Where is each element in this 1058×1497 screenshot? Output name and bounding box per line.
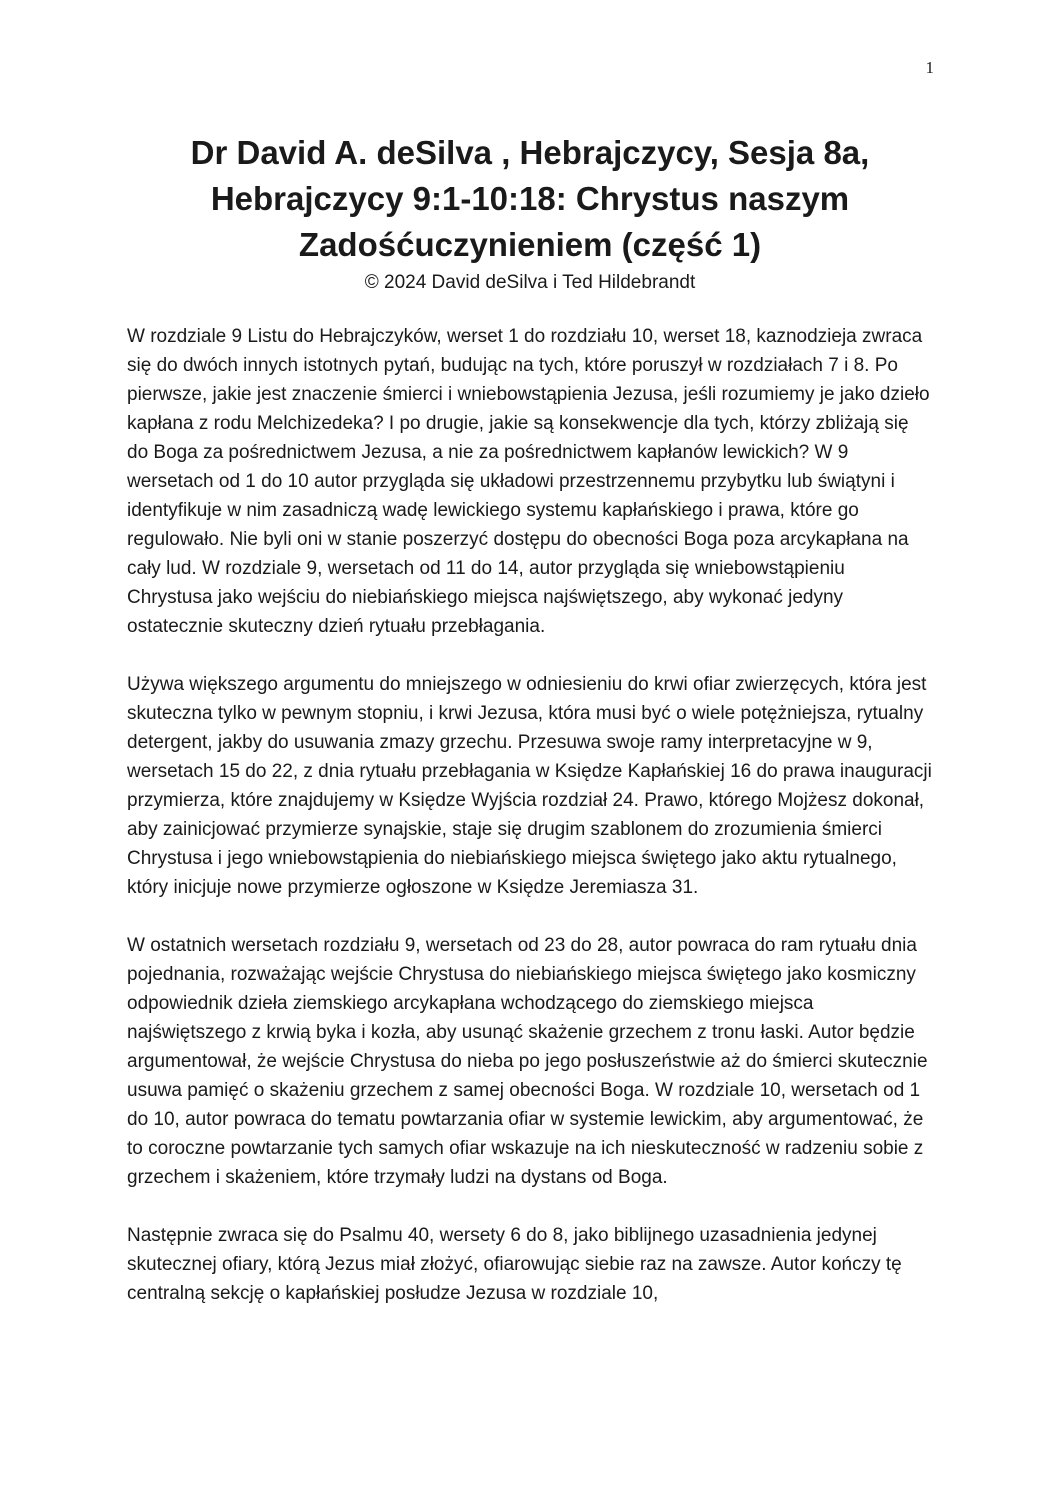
paragraph-3: W ostatnich wersetach rozdziału 9, wersetach od 23 do 28, autor powraca do ram rytuału dnia pojednania, rozważając wejście Chrystusa do niebiańskiego miejsca świętego jako kosmiczny odpowiednik dzieła ziemskiego arcykapłana wchodzącego do ziemskiego miejsca najświętszego z krwią byka i kozła, aby usunąć skażenie grzechem z tronu łaski. Autor będzie argumentował, że wejście Chrystusa do nieba po jego posłuszeństwie aż do śmierci skutecznie usuwa pamięć o skażeniu grzechem z samej obecności Boga. W rozdziale 10, wersetach od 1 do 10, autor powraca do tematu powtarzania ofiar w systemie lewickim, aby argumentować, że to coroczne powtarzanie tych samych ofiar wskazuje na ich nieskuteczność w radzeniu sobie z grzechem i skażeniem, które trzymały ludzi na dystans od Boga. [127,935,928,1188]
document-body [127,322,933,1308]
page-number: 1 [925,58,934,77]
paragraph-4: Następnie zwraca się do Psalmu 40, wersety 6 do 8, jako biblijnego uzasadnienia jedynej skutecznej ofiary, którą Jezus miał złożyć, ofiarowując siebie raz na zawsze. Autor kończy tę centralną sekcję o kapłańskiej posłudze Jezusa w rozdziale 10, [127,1225,902,1304]
paragraph-1: W rozdziale 9 Listu do Hebrajczyków, werset 1 do rozdziału 10, werset 18, kaznodzieja zwraca się do dwóch innych istotnych pytań, budując na tych, które poruszył w rozdziałach 7 i 8. Po pierwsze, jakie jest znaczenie śmierci i wniebowstąpienia Jezusa, jeśli rozumiemy je jako dzieło kapłana z rodu Melchizedeka? I po drugie, jakie są konsekwencje dla tych, którzy zbliżają się do Boga za pośrednictwem Jezusa, a nie za pośrednictwem kapłanów lewickich? W 9 wersetach od 1 do 10 autor przygląda się układowi przestrzennemu przybytku lub świątyni i identyfikuje w nim zasadniczą wadę lewickiego systemu kapłańskiego i prawa, które go regulowało. Nie byli oni w stanie poszerzyć dostępu do obecności Boga poza arcykapłana na cały lud. W rozdziale 9, wersetach od 11 do 14, autor przygląda się wniebowstąpieniu Chrystusa jako wejściu do niebiańskiego miejsca najświętszego, aby wykonać jedyny ostatecznie skuteczny dzień rytuału przebłagania. [127,326,930,637]
title-line-3: Zadośćuczynieniem (część 1) [298,226,762,263]
paragraph-2: Używa większego argumentu do mniejszego w odniesieniu do krwi ofiar zwierzęcych, która jest skuteczna tylko w pewnym stopniu, i krwi Jezusa, która musi być o wiele potężniejsza, rytualny detergent, jakby do usuwania zmazy grzechu. Przesuwa swoje ramy interpretacyjne w 9, wersetach 15 do 22, z dnia rytuału przebłagania w Księdze Kapłańskiej 16 do prawa inauguracji przymierza, które znajdujemy w Księdze Wyjścia rozdział 24. Prawo, którego Mojżesz dokonał, aby zainicjować przymierze synajskie, staje się drugim szablonem do zrozumienia śmierci Chrystusa i jego wniebowstąpienia do niebiańskiego miejsca świętego jako aktu rytualnego, który inicjuje nowe przymierze ogłoszone w Księdze Jeremiasza 31. [127,674,932,898]
copyright-line: © 2024 David deSilva i Ted Hildebrandt [364,272,696,293]
title-line-2: Hebrajczycy 9:1-10:18: Chrystus naszym [210,180,850,217]
title-line-1: Dr David A. deSilva , Hebrajczycy, Sesja 8a, [190,134,870,171]
document-title [127,130,933,268]
